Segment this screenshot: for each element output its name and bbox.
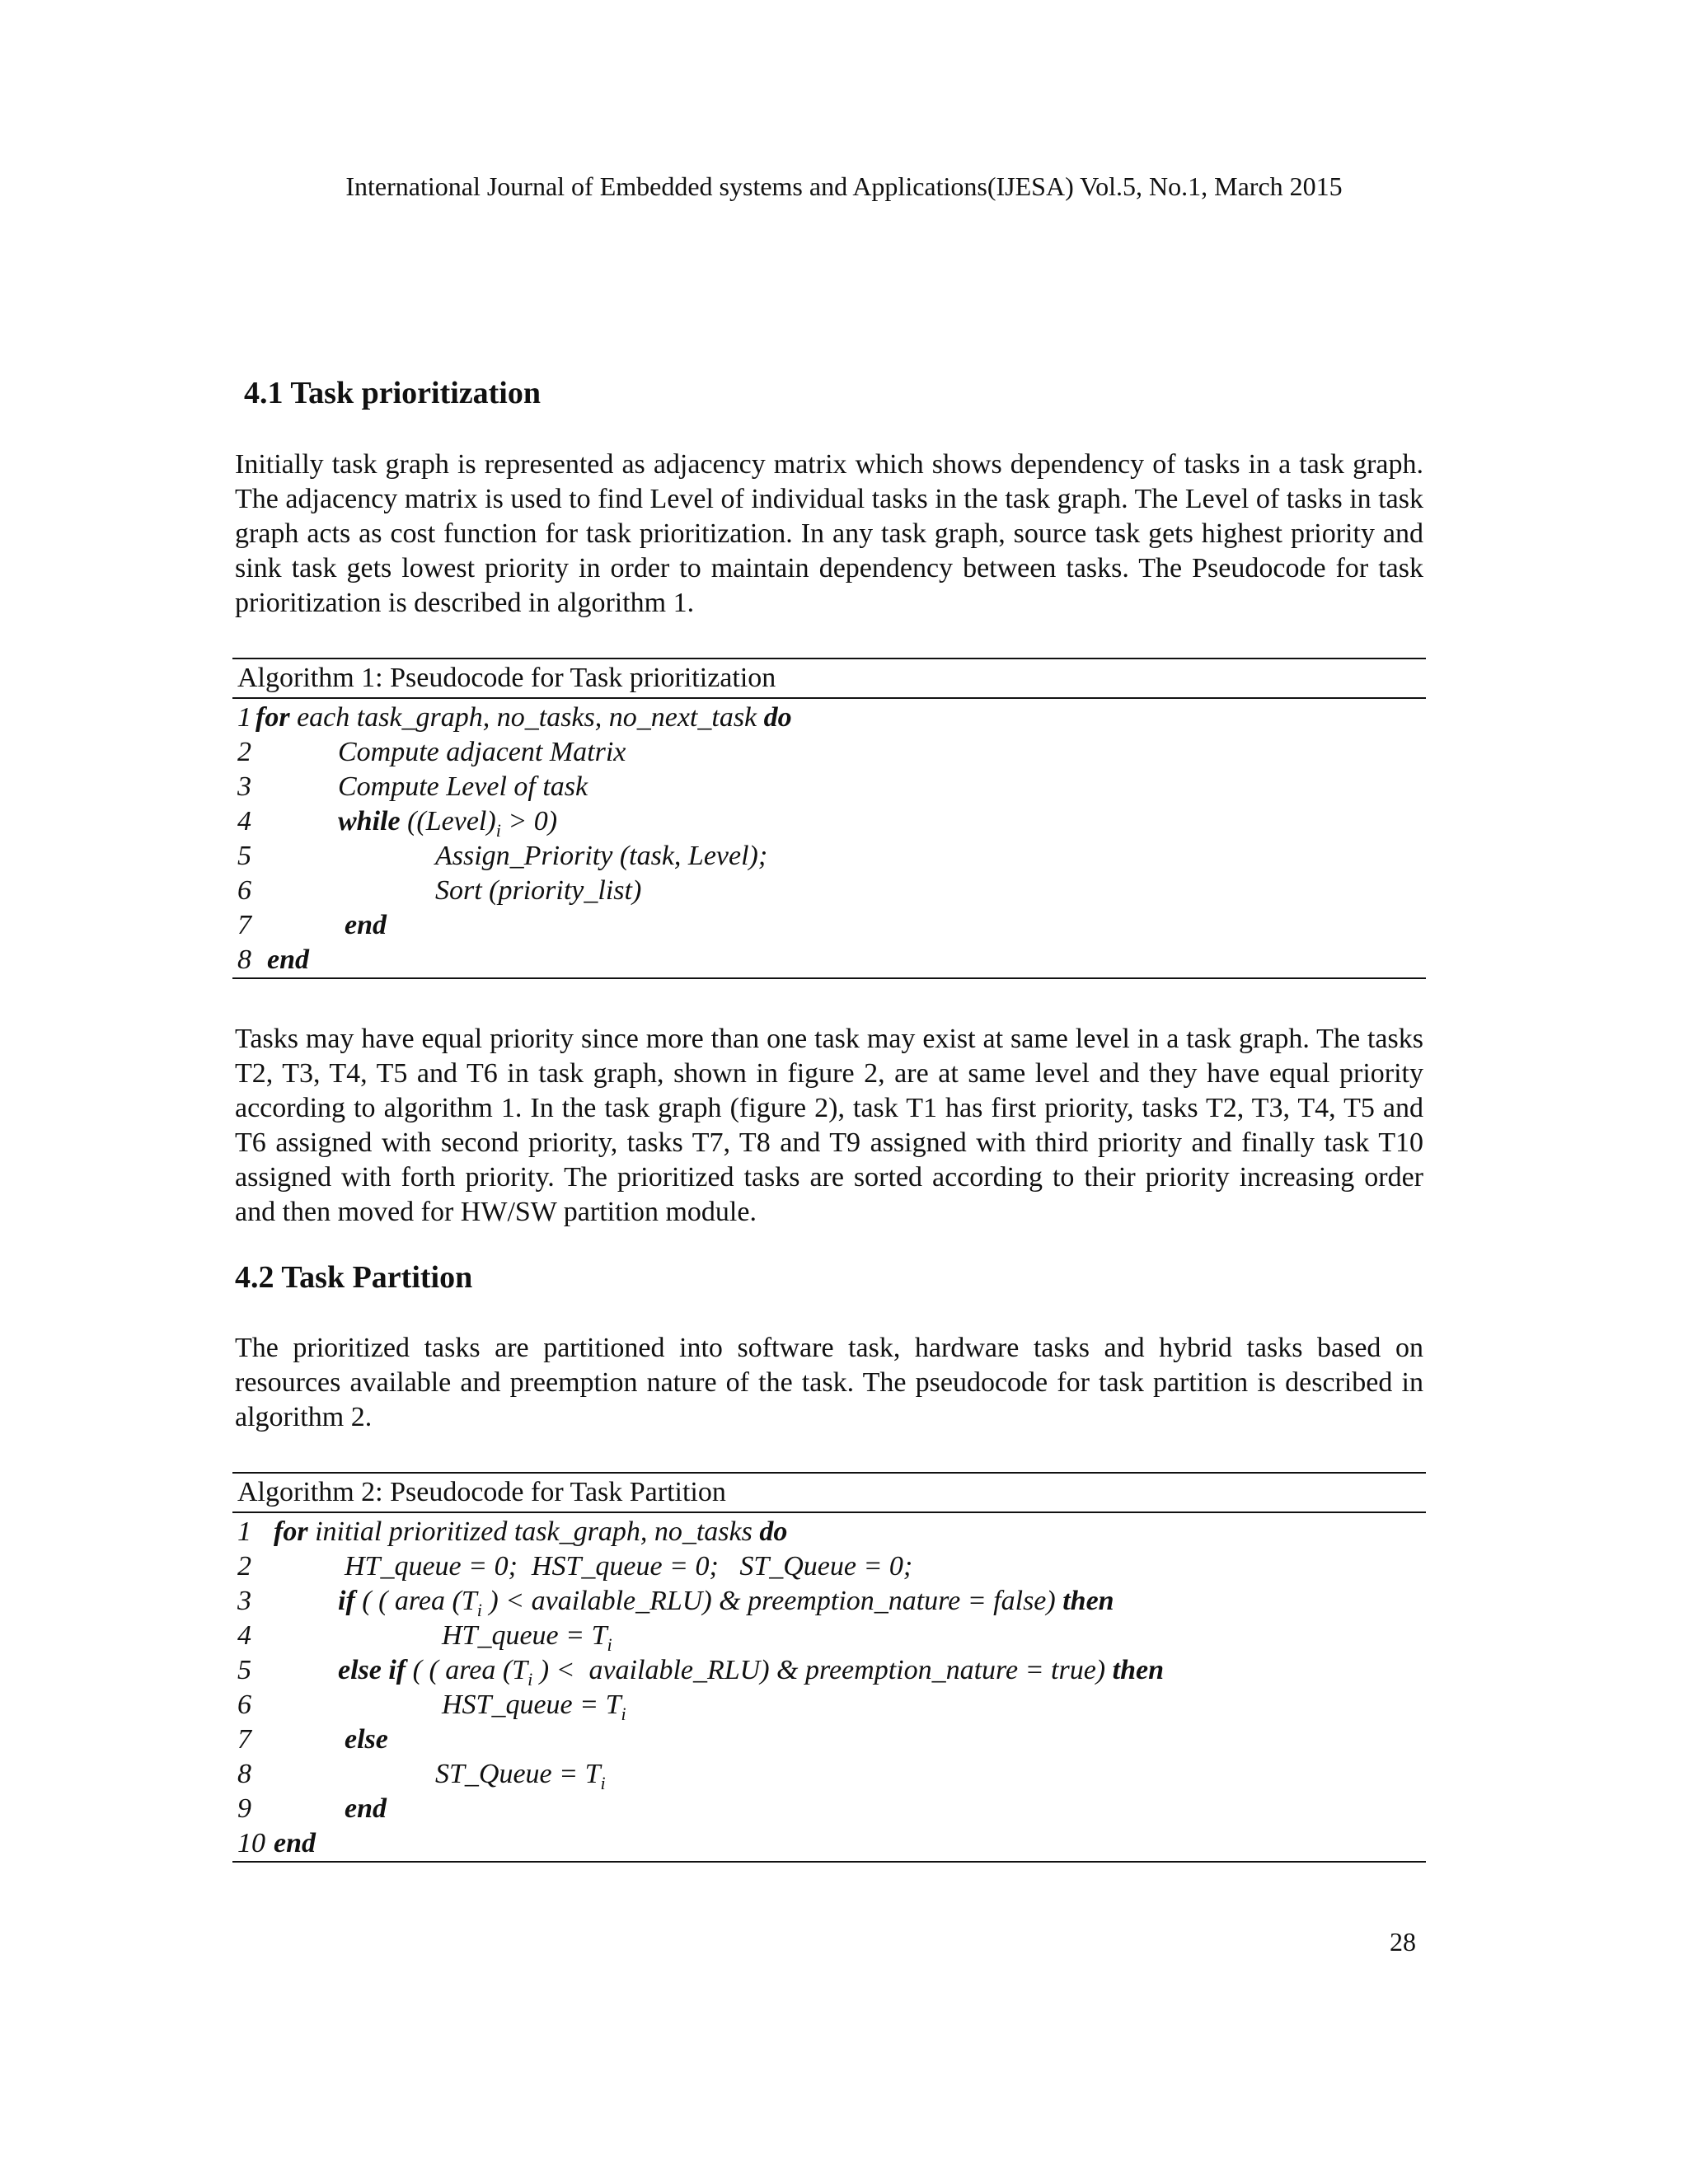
line-number: 3 bbox=[237, 771, 251, 802]
paragraph-equal-priority: Tasks may have equal priority since more than one task may exist at same level in a task graph. The tasks T2, T3, T4, T5 and T6 in task graph, shown in figure 2, are at same level and they have equal priority according to algorithm 1. In the task graph (figure 2), task T1 has first priority, tasks T2, T3, T4, T5 and T6 assigned with second priority, tasks T7, T8 and T9 assigned with third priority and finally task T10 assigned with forth priority. The prioritized tasks are sorted according to their priority increasing order and then moved for HW/SW partition module. bbox=[235, 1024, 1423, 1227]
code-text: Compute adjacent Matrix bbox=[338, 737, 626, 767]
algorithm-2-code bbox=[232, 1513, 1426, 1861]
keyword: then bbox=[1062, 1586, 1114, 1616]
algo1-line-6 bbox=[237, 874, 1421, 908]
code-text: initial prioritized task_graph, no_tasks bbox=[307, 1516, 760, 1547]
code-text: Sort (priority_list) bbox=[435, 875, 642, 906]
algo2-line-9 bbox=[237, 1792, 1421, 1826]
keyword: end bbox=[267, 944, 309, 975]
keyword: do bbox=[759, 1516, 788, 1547]
subscript: i bbox=[607, 1633, 612, 1655]
keyword: do bbox=[763, 702, 792, 733]
algo1-line-4 bbox=[237, 804, 1421, 839]
line-number: 2 bbox=[237, 1551, 251, 1582]
line-number: 6 bbox=[237, 875, 251, 906]
line-number: 5 bbox=[237, 1655, 251, 1685]
algo2-line-5 bbox=[237, 1653, 1421, 1688]
algorithm-2-box bbox=[232, 1472, 1426, 1863]
algo2-line-6 bbox=[237, 1688, 1421, 1722]
algo2-line-1 bbox=[237, 1515, 1421, 1549]
journal-header: International Journal of Embedded systems and Applications(IJESA) Vol.5, No.1, March 2015 bbox=[345, 171, 1343, 201]
algo2-line-3 bbox=[237, 1584, 1421, 1619]
algo1-line-3 bbox=[237, 770, 1421, 804]
subscript: i bbox=[621, 1703, 626, 1724]
algo1-line-7 bbox=[237, 908, 1421, 943]
keyword: if bbox=[338, 1586, 355, 1616]
code-text: ) < available_RLU) & preemption_nature = false) bbox=[481, 1586, 1063, 1616]
algo2-line-4 bbox=[237, 1619, 1421, 1653]
code-text: ((Level) bbox=[400, 806, 496, 837]
subscript: i bbox=[495, 819, 501, 841]
code-text: HT_queue = T bbox=[442, 1620, 607, 1651]
keyword: else if bbox=[338, 1655, 406, 1685]
line-number: 7 bbox=[237, 910, 251, 940]
algorithm-1-title: Algorithm 1: Pseudocode for Task prioritization bbox=[232, 659, 1426, 699]
line-number: 9 bbox=[237, 1793, 251, 1824]
page-number: 28 bbox=[1390, 1927, 1416, 1957]
algorithm-1-code bbox=[232, 699, 1426, 977]
code-text: HST_queue = T bbox=[442, 1690, 621, 1720]
algorithm-2-title: Algorithm 2: Pseudocode for Task Partition bbox=[232, 1474, 1426, 1513]
algo1-line-8 bbox=[237, 943, 1421, 977]
algorithm-1-box bbox=[232, 658, 1426, 979]
subscript: i bbox=[600, 1772, 606, 1793]
line-number: 1 bbox=[237, 1516, 251, 1547]
code-text: Compute Level of task bbox=[338, 771, 588, 802]
algo2-line-7 bbox=[237, 1722, 1421, 1757]
keyword: end bbox=[274, 1828, 316, 1858]
code-text: ( ( area (T bbox=[406, 1655, 528, 1685]
algo1-line-5 bbox=[237, 839, 1421, 874]
line-number: 7 bbox=[237, 1724, 251, 1755]
line-number: 2 bbox=[237, 737, 251, 767]
line-number: 3 bbox=[237, 1586, 251, 1616]
code-text: > 0) bbox=[500, 806, 558, 837]
line-number: 1 bbox=[237, 702, 251, 733]
algo2-line-8 bbox=[237, 1757, 1421, 1792]
algo2-line-2 bbox=[237, 1549, 1421, 1584]
code-text: ) < available_RLU) & preemption_nature = true) bbox=[532, 1655, 1113, 1685]
keyword: for bbox=[256, 702, 290, 733]
keyword: for bbox=[274, 1516, 308, 1547]
line-number: 4 bbox=[237, 806, 251, 837]
subscript: i bbox=[476, 1599, 482, 1620]
line-number: 6 bbox=[237, 1690, 251, 1720]
line-number: 5 bbox=[237, 841, 251, 871]
code-text: HT_queue = 0; HST_queue = 0; ST_Queue = 0; bbox=[345, 1551, 913, 1582]
paragraph-prioritization-intro: Initially task graph is represented as adjacency matrix which shows dependency of tasks in a task graph. The adjacency matrix is used to find Level of individual tasks in the task graph. The Level of tasks in task graph acts as cost function for task prioritization. In any task graph, source task gets highest priority and sink task gets lowest priority in order to maintain dependency between tasks. The Pseudocode for task prioritization is described in algorithm 1. bbox=[235, 449, 1423, 618]
keyword: else bbox=[345, 1724, 388, 1755]
keyword: end bbox=[345, 910, 387, 940]
code-text: ( ( area (T bbox=[354, 1586, 477, 1616]
keyword: while bbox=[338, 806, 401, 837]
keyword: end bbox=[345, 1793, 387, 1824]
algo2-line-10 bbox=[237, 1826, 1421, 1861]
line-number: 8 bbox=[237, 1759, 251, 1789]
section-heading-task-prioritization: 4.1 Task prioritization bbox=[244, 376, 541, 410]
code-text: each task_graph, no_tasks, no_next_task bbox=[289, 702, 764, 733]
algo1-line-2 bbox=[237, 735, 1421, 770]
code-text: Assign_Priority (task, Level); bbox=[435, 841, 768, 871]
line-number: 8 bbox=[237, 944, 251, 975]
paragraph-partition-intro: The prioritized tasks are partitioned into software task, hardware tasks and hybrid tasks based on resources available and preemption nature of the task. The pseudocode for task partition is described in algorithm 2. bbox=[235, 1333, 1423, 1432]
subscript: i bbox=[528, 1668, 533, 1690]
line-number: 10 bbox=[237, 1828, 265, 1858]
code-text: ST_Queue = T bbox=[435, 1759, 601, 1789]
line-number: 4 bbox=[237, 1620, 251, 1651]
keyword: then bbox=[1112, 1655, 1164, 1685]
algo1-line-1 bbox=[237, 701, 1421, 735]
section-heading-task-partition: 4.2 Task Partition bbox=[235, 1260, 473, 1295]
